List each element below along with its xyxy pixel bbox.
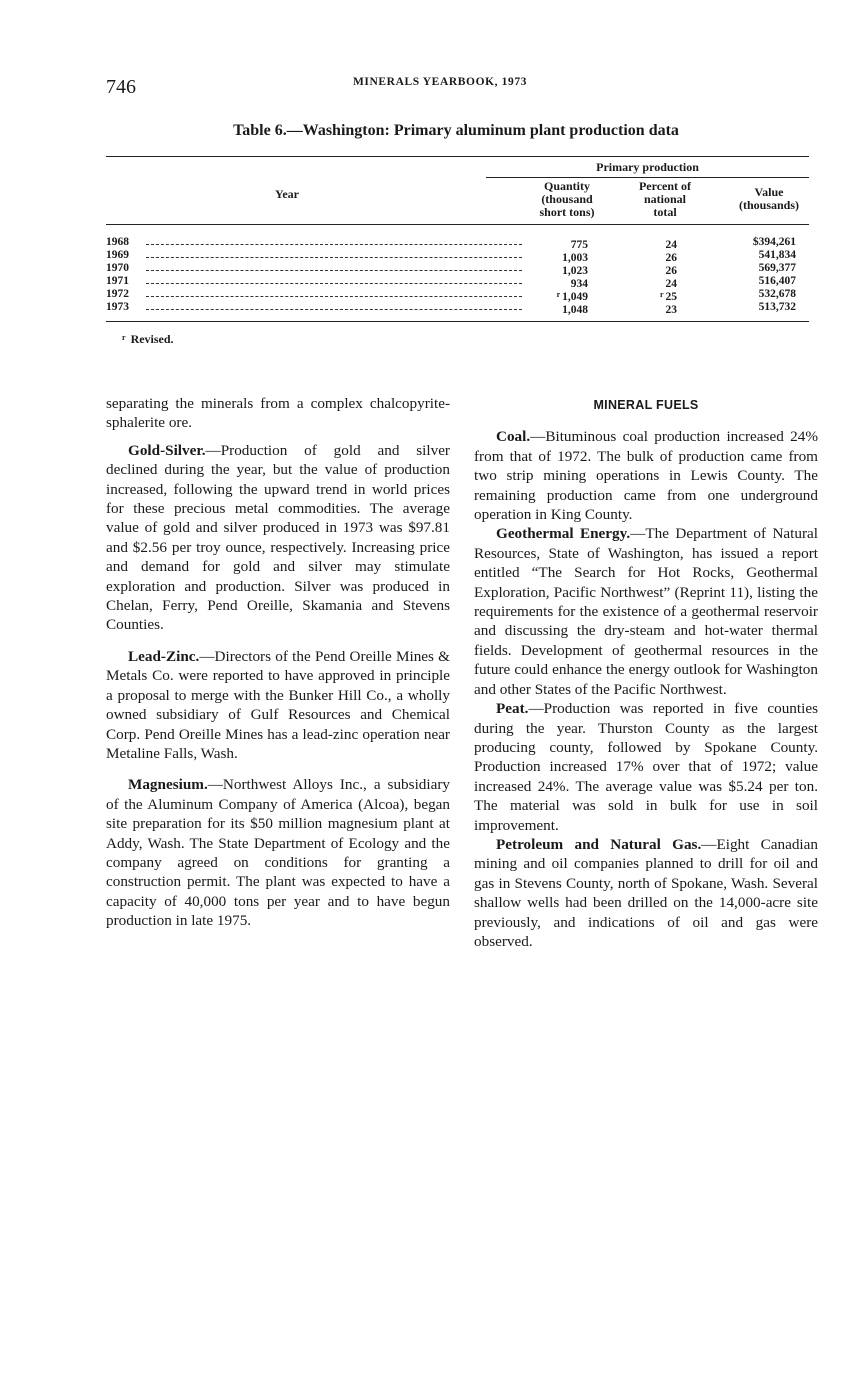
col-header-value-line2: (thousands) xyxy=(738,198,800,212)
table-bottom-rule xyxy=(106,321,809,322)
col-header-value xyxy=(720,186,818,212)
lead-zinc-heading: Lead-Zinc. xyxy=(128,647,200,665)
table-row xyxy=(106,236,810,249)
table-row xyxy=(106,275,810,288)
petroleum-text: —Eight Canadian mining and oil companies planned to drill for oil and gas in Stevens County, north of Spokane, Wash. Several shallow wells had been drilled on the 14,000-acre site previously, and indications of oil and gas were observed. xyxy=(474,835,818,950)
petroleum-heading: Petroleum and Natural Gas. xyxy=(496,835,702,853)
col-header-quantity-line1: Quantity xyxy=(543,179,590,193)
row-quantity-value: 1,048 xyxy=(562,304,588,316)
dot-leader xyxy=(146,244,522,245)
magnesium-text: —Northwest Alloys Inc., a subsidiary of the Aluminum Company of America (Alcoa), began site preparation for its $50 million magnesium plant at Addy, Wash. The State Department of Ecology and the company agreed on conditions for granting a construction permit. The plant was expected to have a capacity of 40,000 tons per year and to have begun production in late 1975. xyxy=(106,776,450,930)
row-percent-value: 24 xyxy=(665,278,677,290)
row-year: 1971 xyxy=(106,275,129,287)
col-header-quantity xyxy=(518,180,616,219)
revised-mark: r xyxy=(556,290,561,299)
table-title: Table 6.—Washington: Primary aluminum plant production data xyxy=(233,122,679,139)
petroleum-paragraph xyxy=(474,835,818,951)
table-stub-header: Year xyxy=(275,187,299,201)
row-percent-value: 26 xyxy=(665,265,677,277)
coal-heading: Coal. xyxy=(496,428,531,446)
row-year: 1972 xyxy=(106,288,129,300)
table-footnote xyxy=(122,332,174,347)
coal-text: —Bituminous coal production increased 24% from that of 1972. The bulk of production came from two strip mining operations in Lewis County. The remaining production came from one underground operation in King County. xyxy=(474,428,818,524)
footnote-mark: r xyxy=(122,333,126,342)
row-year: 1968 xyxy=(106,236,129,248)
row-quantity xyxy=(560,301,588,317)
row-value: 541,834 xyxy=(758,249,796,261)
gold-silver-heading: Gold-Silver. xyxy=(128,441,206,459)
footnote-text: Revised. xyxy=(130,332,174,346)
row-percent-value: 23 xyxy=(665,304,677,316)
gold-silver-text: —Production of gold and silver declined during the year, but the value of production increased, following the upward trend in world prices for these precious metal commodities. The average value of gold and silver produced in 1973 was $97.81 and $2.56 per troy ounce, respectively. Increasing price and demand for gold and silver may stimulate exploration and production. Silver was produced in Chelan, Ferry, Pend Oreille, Skamania and Stevens Counties. xyxy=(106,441,450,634)
table-head-rule xyxy=(106,224,809,225)
row-percent-value: 26 xyxy=(665,252,677,264)
table-row xyxy=(106,262,810,275)
peat-paragraph xyxy=(474,699,818,835)
peat-heading: Peat. xyxy=(496,700,529,718)
row-percent xyxy=(664,301,678,317)
table-row xyxy=(106,288,810,301)
col-header-percent-line1: Percent of xyxy=(638,179,692,193)
page-number: 746 xyxy=(106,76,136,98)
lead-zinc-paragraph xyxy=(106,647,450,763)
row-quantity-value: 775 xyxy=(570,239,588,251)
col-header-quantity-line2: (thousand xyxy=(541,192,593,206)
dot-leader xyxy=(146,296,522,297)
row-quantity-value: 1,023 xyxy=(562,265,588,277)
row-value: 516,407 xyxy=(758,275,796,287)
continuation-paragraph: separating the minerals from a complex chalcopyrite-sphalerite ore. xyxy=(106,395,450,432)
geothermal-text: —The Department of Natural Resources, State of Washington, has issued a report entitled “The Search for Hot Rocks, Geothermal Exploration, Pacific Northwest” (Reprint 11), listing the requirements for the existence of a geothermal reservoir and discussing the dry-steam and hot-water thermal fields. Development of geothermal resources in the future could enhance the energy outlook for Washington and other States of the Pacific Northwest. xyxy=(474,525,818,698)
peat-text: —Production was reported in five counties during the year. Thurston County as the largest producing county, followed by Spokane County. Production increased 17% over that of 1972; value increased 24%. The average value was $5.24 per ton. The material was sold in bulk for use in soil improvement. xyxy=(474,700,818,834)
col-header-quantity-line3: short tons) xyxy=(539,205,595,219)
table-row xyxy=(106,249,810,262)
row-quantity-value: 1,049 xyxy=(562,291,588,303)
table-spanner-header: Primary production xyxy=(596,160,699,174)
row-year: 1969 xyxy=(106,249,129,261)
row-value: 569,377 xyxy=(758,262,796,274)
magnesium-paragraph xyxy=(106,775,450,930)
lead-zinc-text: —Directors of the Pend Oreille Mines & Metals Co. were reported to have approved in principle a proposal to merge with the Bunker Hill Co., a wholly owned subsidiary of Gulf Resources and Chemical Corp. Pend Oreille Mines has a lead-zinc operation near Metaline Falls, Wash. xyxy=(106,647,450,762)
magnesium-heading: Magnesium. xyxy=(128,776,208,794)
dot-leader xyxy=(146,270,522,271)
row-year: 1970 xyxy=(106,262,129,274)
row-percent-value: 24 xyxy=(665,239,677,251)
col-header-percent-line3: total xyxy=(653,205,677,219)
revised-mark: r xyxy=(659,290,664,299)
table-row xyxy=(106,301,810,314)
col-header-percent xyxy=(620,180,710,219)
coal-paragraph xyxy=(474,427,818,524)
row-quantity-value: 934 xyxy=(570,278,588,290)
col-header-value-line1: Value xyxy=(754,185,784,199)
row-quantity-value: 1,003 xyxy=(562,252,588,264)
running-head: MINERALS YEARBOOK, 1973 xyxy=(352,76,528,88)
dot-leader xyxy=(146,257,522,258)
row-value: 513,732 xyxy=(758,301,796,313)
section-heading: MINERAL FUELS xyxy=(593,398,699,412)
row-percent-value: 25 xyxy=(665,291,677,303)
dot-leader xyxy=(146,309,522,310)
spanner-rule xyxy=(486,177,809,178)
table-top-rule xyxy=(106,156,809,157)
col-header-percent-line2: national xyxy=(643,192,686,206)
right-column xyxy=(474,396,818,951)
geothermal-heading: Geothermal Energy. xyxy=(496,525,631,543)
gold-silver-paragraph xyxy=(106,441,450,635)
row-value: 532,678 xyxy=(758,288,796,300)
geothermal-paragraph xyxy=(474,524,818,699)
row-year: 1973 xyxy=(106,301,129,313)
dot-leader xyxy=(146,283,522,284)
row-value: $394,261 xyxy=(752,236,796,248)
left-column xyxy=(106,394,450,931)
